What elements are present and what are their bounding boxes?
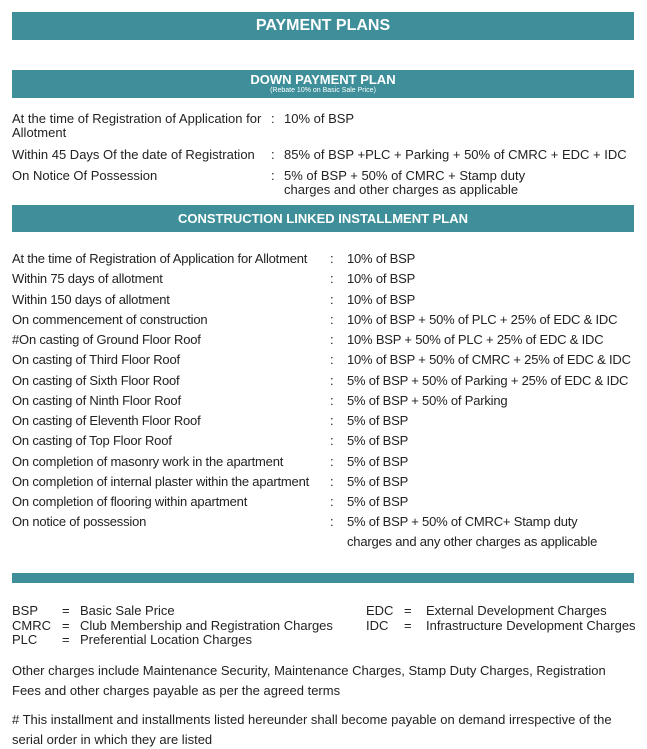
installment-row xyxy=(12,414,642,430)
legend-text: External Development Charges xyxy=(426,603,607,618)
row-value: 10% BSP + 50% of PLC + 25% of EDC & IDC xyxy=(347,332,604,347)
row-value: 5% of BSP xyxy=(347,453,409,469)
down-payment-subheading: (Rebate 10% on Basic Sale Price) xyxy=(270,87,376,94)
note-line: Fees and other charges payable as per the agreed terms xyxy=(12,683,341,698)
down-payment-row xyxy=(12,112,642,142)
row-label: On Notice Of Possession xyxy=(12,168,158,183)
row-value: 10% of BSP xyxy=(284,111,355,126)
row-value: 10% of BSP xyxy=(347,251,416,266)
row-label: On casting of Top Floor Roof xyxy=(12,433,172,449)
installment-row xyxy=(12,272,642,288)
row-value: 10% of BSP + 50% of PLC + 25% of EDC & IDC xyxy=(347,311,618,327)
row-separator: : xyxy=(330,433,334,449)
row-value: 10% of BSP xyxy=(347,271,416,287)
row-separator: : xyxy=(271,168,275,183)
row-separator: : xyxy=(330,311,334,327)
installment-row xyxy=(12,353,642,369)
legend-equals: = xyxy=(62,618,70,633)
row-value: 10% of BSP xyxy=(347,291,416,307)
legend-abbr: CMRC xyxy=(12,618,51,633)
page-title: PAYMENT PLANS xyxy=(12,12,634,40)
legend-text: Basic Sale Price xyxy=(80,603,175,618)
installment-row xyxy=(12,374,642,390)
row-label: On completion of flooring within apartment xyxy=(12,494,248,509)
installment-row xyxy=(12,515,642,531)
row-separator: : xyxy=(271,111,275,126)
row-label: At the time of Registration of Application for xyxy=(12,111,262,126)
row-value: 5% of BSP xyxy=(347,433,409,449)
row-value: 5% of BSP xyxy=(347,494,409,509)
installment-row xyxy=(12,252,642,268)
row-value: 5% of BSP + 50% of Parking + 25% of EDC & IDC xyxy=(347,372,629,388)
row-label-cont: Allotment xyxy=(12,125,67,140)
other-charges-note xyxy=(12,661,606,701)
row-label: On completion of masonry work in the apartment xyxy=(12,453,284,469)
down-payment-heading: DOWN PAYMENT PLAN xyxy=(250,72,396,87)
row-value: 5% of BSP xyxy=(347,473,409,489)
installment-row xyxy=(12,475,642,491)
row-label: #On casting of Ground Floor Roof xyxy=(12,332,201,347)
row-label: At the time of Registration of Application for Allotment xyxy=(12,251,308,266)
legend-abbr: PLC xyxy=(12,632,38,647)
row-value: 5% of BSP + 50% of CMRC + Stamp duty xyxy=(284,168,526,183)
row-separator: : xyxy=(330,514,334,530)
divider-bar xyxy=(12,573,634,583)
row-value: 5% of BSP xyxy=(347,413,409,428)
row-separator: : xyxy=(330,494,334,509)
row-separator: : xyxy=(330,413,334,428)
legend-text: Infrastructure Development Charges xyxy=(426,618,636,633)
note-line: serial order in which they are listed xyxy=(12,732,213,747)
note-line: Other charges include Maintenance Security, Maintenance Charges, Stamp Duty Charges, Registration xyxy=(12,663,606,678)
row-label: On completion of internal plaster within the apartment xyxy=(12,473,310,489)
legend-equals: = xyxy=(404,618,412,633)
installment-row xyxy=(12,434,642,450)
row-separator: : xyxy=(330,352,334,368)
installment-note xyxy=(12,710,612,749)
row-value: 85% of BSP +PLC + Parking + 50% of CMRC + EDC + IDC xyxy=(284,147,627,162)
row-label: Within 45 Days Of the date of Registration xyxy=(12,147,255,162)
row-value-cont: charges and other charges as applicable xyxy=(284,182,519,197)
row-value: 5% of BSP + 50% of CMRC+ Stamp duty xyxy=(347,514,578,530)
row-separator: : xyxy=(330,453,334,469)
row-label: On casting of Third Floor Roof xyxy=(12,352,180,368)
down-payment-header xyxy=(12,70,634,98)
row-label: Within 75 days of allotment xyxy=(12,271,163,287)
row-label: On casting of Sixth Floor Roof xyxy=(12,372,180,388)
row-separator: : xyxy=(330,372,334,388)
legend-text: Preferential Location Charges xyxy=(80,632,252,647)
row-label: Within 150 days of allotment xyxy=(12,291,170,307)
row-value-cont: charges and any other charges as applicable xyxy=(347,534,598,549)
row-label: On commencement of construction xyxy=(12,311,208,327)
row-label: On notice of possession xyxy=(12,514,147,530)
legend-equals: = xyxy=(404,603,412,618)
row-separator: : xyxy=(330,271,334,287)
row-separator: : xyxy=(271,147,275,162)
row-separator: : xyxy=(330,291,334,307)
installment-row xyxy=(12,333,642,349)
installment-row xyxy=(12,313,642,329)
row-label: On casting of Eleventh Floor Roof xyxy=(12,413,201,428)
row-value: 10% of BSP + 50% of CMRC + 25% of EDC & IDC xyxy=(347,352,631,368)
legend-equals: = xyxy=(62,632,70,647)
legend-equals: = xyxy=(62,603,70,618)
installment-row xyxy=(12,293,642,309)
installment-row xyxy=(12,495,642,511)
installment-row xyxy=(12,455,642,471)
legend-text: Club Membership and Registration Charges xyxy=(80,618,333,633)
note-line: # This installment and installments listed hereunder shall become payable on demand irrespective of the xyxy=(12,712,612,727)
row-separator: : xyxy=(330,332,334,347)
row-separator: : xyxy=(330,392,334,408)
row-separator: : xyxy=(330,251,334,266)
construction-header: CONSTRUCTION LINKED INSTALLMENT PLAN xyxy=(12,205,634,232)
down-payment-row xyxy=(12,169,642,199)
row-separator: : xyxy=(330,473,334,489)
legend-abbr: IDC xyxy=(366,618,389,633)
row-label: On casting of Ninth Floor Roof xyxy=(12,392,181,408)
installment-row xyxy=(12,394,642,410)
legend-abbr: BSP xyxy=(12,603,39,618)
legend-abbr: EDC xyxy=(366,603,394,618)
row-value: 5% of BSP + 50% of Parking xyxy=(347,392,508,408)
